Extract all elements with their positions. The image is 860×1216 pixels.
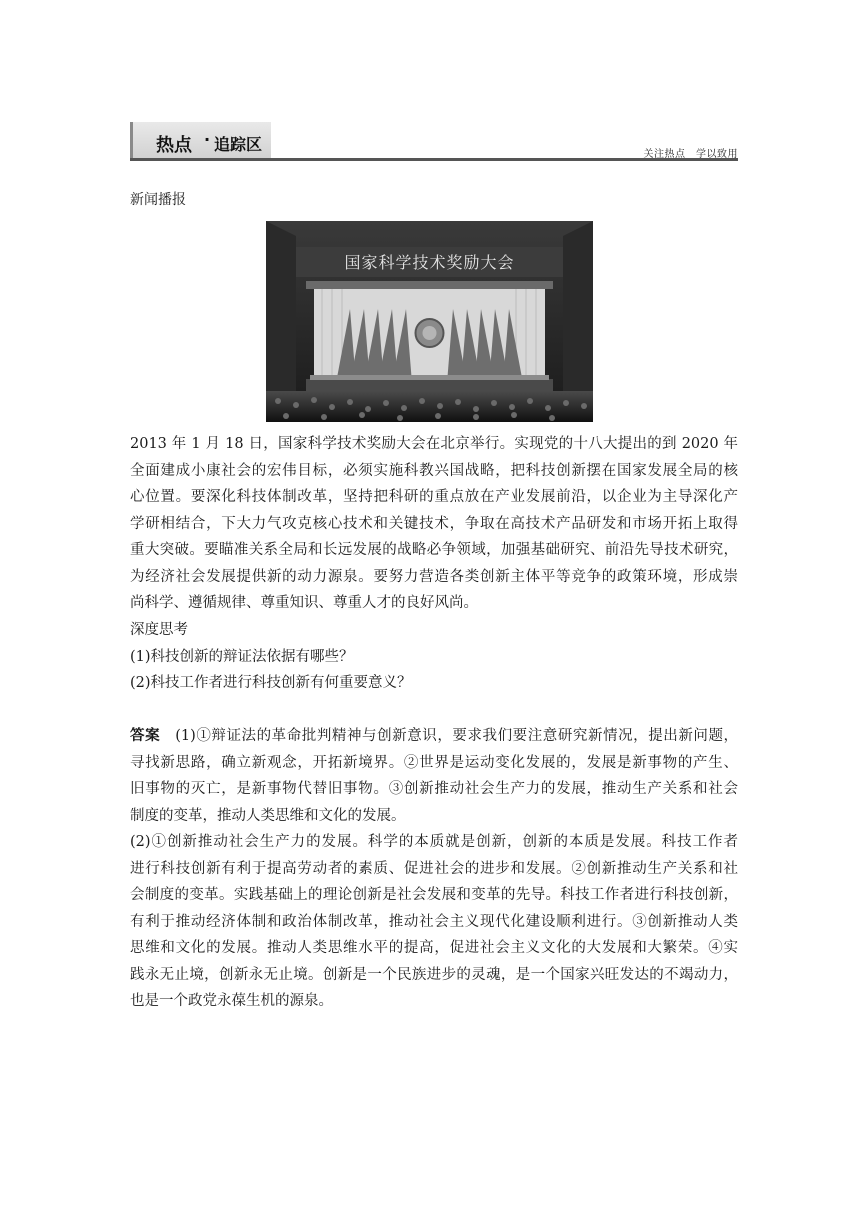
answer-line <box>130 723 738 750</box>
answer-line: 寻找新思路，确立新观念，开拓新境界。②世界是运动变化发展的，发展是新事物的产生、 <box>130 754 738 771</box>
thinking-label: 深度思考 <box>130 622 188 638</box>
answer-line: 践永无止境，创新永无止境。创新是一个民族进步的灵魂，是一个国家兴旺发达的不竭动力， <box>130 966 738 983</box>
ceremony-photo-image <box>266 221 593 422</box>
answer-part-1 <box>130 723 738 829</box>
answer-line: 会制度的变革。实践基础上的理论创新是社会发展和变革的先导。科技工作者进行科技创新， <box>130 887 738 903</box>
news-line: 全面建成小康社会的宏伟目标，必须实施科教兴国战略，把科技创新摆在国家发展全局的核 <box>130 462 738 479</box>
answer-line: 旧事物的灭亡，是新事物代替旧事物。③创新推动社会生产力的发展，推动生产关系和社会 <box>130 781 738 797</box>
news-line: 尚科学、遵循规律、尊重知识、尊重人才的良好风尚。 <box>130 595 478 611</box>
answer-label: 答案 <box>130 728 161 744</box>
news-line: 心位置。要深化科技体制改革，坚持把科研的重点放在产业发展前沿，以企业为主导深化产 <box>130 489 738 505</box>
question-1: (1)科技创新的辩证法依据有哪些？ <box>130 648 354 665</box>
news-line: 重大突破。要瞄准关系全局和长远发展的战略必争领域，加强基础研究、前沿先导技术研究， <box>130 542 738 558</box>
photo-banner-text: 国家科学技术奖励大会 <box>344 253 515 272</box>
ceremony-photo <box>266 221 593 422</box>
header-tagline: 关注热点 学以致用 <box>643 149 738 160</box>
news-paragraph <box>130 431 738 617</box>
thinking-section <box>130 617 738 697</box>
answer-line: 制度的变革，推动人类思维和文化的发展。 <box>130 807 406 824</box>
news-label: 新闻播报 <box>130 192 186 208</box>
answer-part-2 <box>130 829 738 1015</box>
answer-line: 思维和文化的发展。推动人类思维水平的提高，促进社会主义文化的大发展和大繁荣。④实 <box>130 940 738 956</box>
header-title-hot: 热点 <box>156 135 192 156</box>
section-header <box>130 122 738 162</box>
answer-line: (2)①创新推动社会生产力的发展。科学的本质就是创新，创新的本质是发展。科技工作者 <box>130 834 738 850</box>
news-line: 2013 年 1 月 18 日，国家科学技术奖励大会在北京举行。实现党的十八大提出的到 2020 年 <box>130 436 738 452</box>
answer-line: 有利于推动经济体制和政治体制改革，推动社会主义现代化建设顺利进行。③创新推动人类 <box>130 913 738 930</box>
answer-line-text: (1)①辩证法的革命批判精神与创新意识，要求我们要注意研究新情况，提出新问题， <box>175 728 738 744</box>
header-title-dot: · <box>204 130 211 149</box>
header-title-tracking: 追踪区 <box>214 135 263 154</box>
news-line: 学研相结合，下大力气攻克核心技术和关键技术，争取在高技术产品研发和市场开拓上取得 <box>130 515 738 532</box>
answer-line: 进行科技创新有利于提高劳动者的素质、促进社会的进步和发展。②创新推动生产关系和社 <box>130 860 738 877</box>
header-title-box <box>130 122 271 158</box>
news-line: 为经济社会发展提供新的动力源泉。要努力营造各类创新主体平等竞争的政策环境，形成崇 <box>130 568 738 585</box>
answer-line: 也是一个政党永葆生机的源泉。 <box>130 993 333 1009</box>
question-2: (2)科技工作者进行科技创新有何重要意义？ <box>130 675 412 691</box>
